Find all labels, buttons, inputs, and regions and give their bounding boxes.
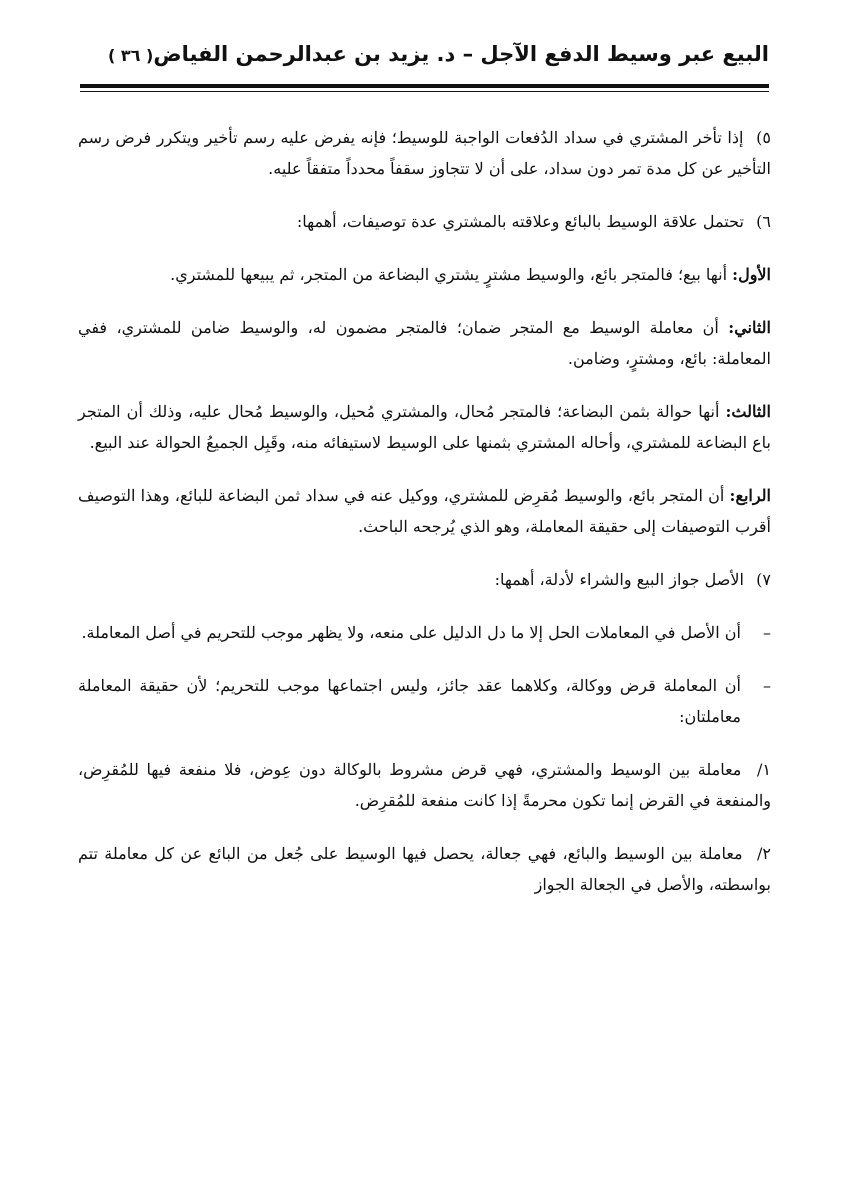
term-text: أنها بيع؛ فالمتجر بائع، والوسيط مشترٍ يشتري البضاعة من المتجر، ثم يبيعها للمشتري. [170,265,728,284]
numbered-item-5 [78,122,771,184]
sub-item-number: ١/ [757,760,771,779]
dash-marker: – [763,676,771,695]
characterization-third [78,396,771,458]
term-label: الثالث: [725,402,771,421]
term-text: أن معاملة الوسيط مع المتجر ضمان؛ فالمتجر مضمون له، والوسيط ضامن للمشتري، ففي المعاملة: بائع، ومشترٍ، وضامن. [78,318,771,368]
dash-text: أن الأصل في المعاملات الحل إلا ما دل الدليل على منعه، ولا يظهر موجب للتحريم في أصل المعاملة. [81,623,741,642]
term-label: الرابع: [729,486,771,505]
page-number: ( ٣٦ ) [108,46,154,65]
term-text: أن المتجر بائع، والوسيط مُقرِض للمشتري، ووكيل عنه في سداد ثمن البضاعة للبائع، وهذا التوصيف أقرب التوصيفات إلى حقيقة المعاملة، وهو الذي يُرجحه الباحث. [78,486,771,536]
header-rule-thick [80,84,769,88]
header-rule-thin [80,91,769,92]
item-number: ٥) [756,128,771,147]
numbered-item-7 [78,564,771,595]
item-text: إذا تأخر المشتري في سداد الدُفعات الواجبة للوسيط؛ فإنه يفرض عليه رسم تأخير ويتكرر فرض رسم التأخير عن كل مدة تمر دون سداد، على أن لا تتجاوز سقفاً محدداً متفقاً عليه. [78,128,771,178]
sub-item-text: معاملة بين الوسيط والبائع، فهي جعالة، يحصل فيها الوسيط على جُعل من البائع عن كل معاملة تتم بواسطته، والأصل في الجعالة الجواز [78,844,771,894]
item-text: الأصل جواز البيع والشراء لأدلة، أهمها: [494,570,744,589]
characterization-fourth [78,480,771,542]
characterization-second [78,312,771,374]
running-header [80,40,769,86]
dash-marker: – [763,623,771,642]
sub-item-text: معاملة بين الوسيط والمشتري، فهي قرض مشروط بالوكالة دون عِوض، فلا منفعة فيها للمُقرِض، والمنفعة في القرض إنما تكون محرمةً إذا كانت منفعة للمُقرِض. [78,760,771,810]
item-number: ٦) [756,212,771,231]
characterization-first [78,259,771,290]
item-number: ٧) [756,570,771,589]
dash-item-2 [78,670,771,732]
dash-text: أن المعاملة قرض ووكالة، وكلاهما عقد جائز، وليس اجتماعها موجب للتحريم؛ لأن حقيقة المعاملة معاملتان: [78,676,741,726]
sub-item-number: ٢/ [757,844,772,863]
term-label: الأول: [732,265,771,284]
numbered-item-6 [78,206,771,237]
dash-item-1 [78,617,771,648]
page-body [78,122,771,922]
term-label: الثاني: [728,318,771,337]
sub-item-2 [78,838,771,900]
term-text: أنها حوالة بثمن البضاعة؛ فالمتجر مُحال، والمشتري مُحيل، والوسيط مُحال عليه، وذلك أن المتجر باع البضاعة للمشتري، وأحاله المشتري بثمنها على الوسيط لاستيفائه منه، وقَبِل الجميعُ الحوالة عند البيع. [78,402,771,452]
item-text: تحتمل علاقة الوسيط بالبائع وعلاقته بالمشتري عدة توصيفات، أهمها: [296,212,744,231]
sub-item-1 [78,754,771,816]
header-title: البيع عبر وسيط الدفع الآجل – د. يزيد بن عبدالرحمن الفياض [153,42,769,66]
